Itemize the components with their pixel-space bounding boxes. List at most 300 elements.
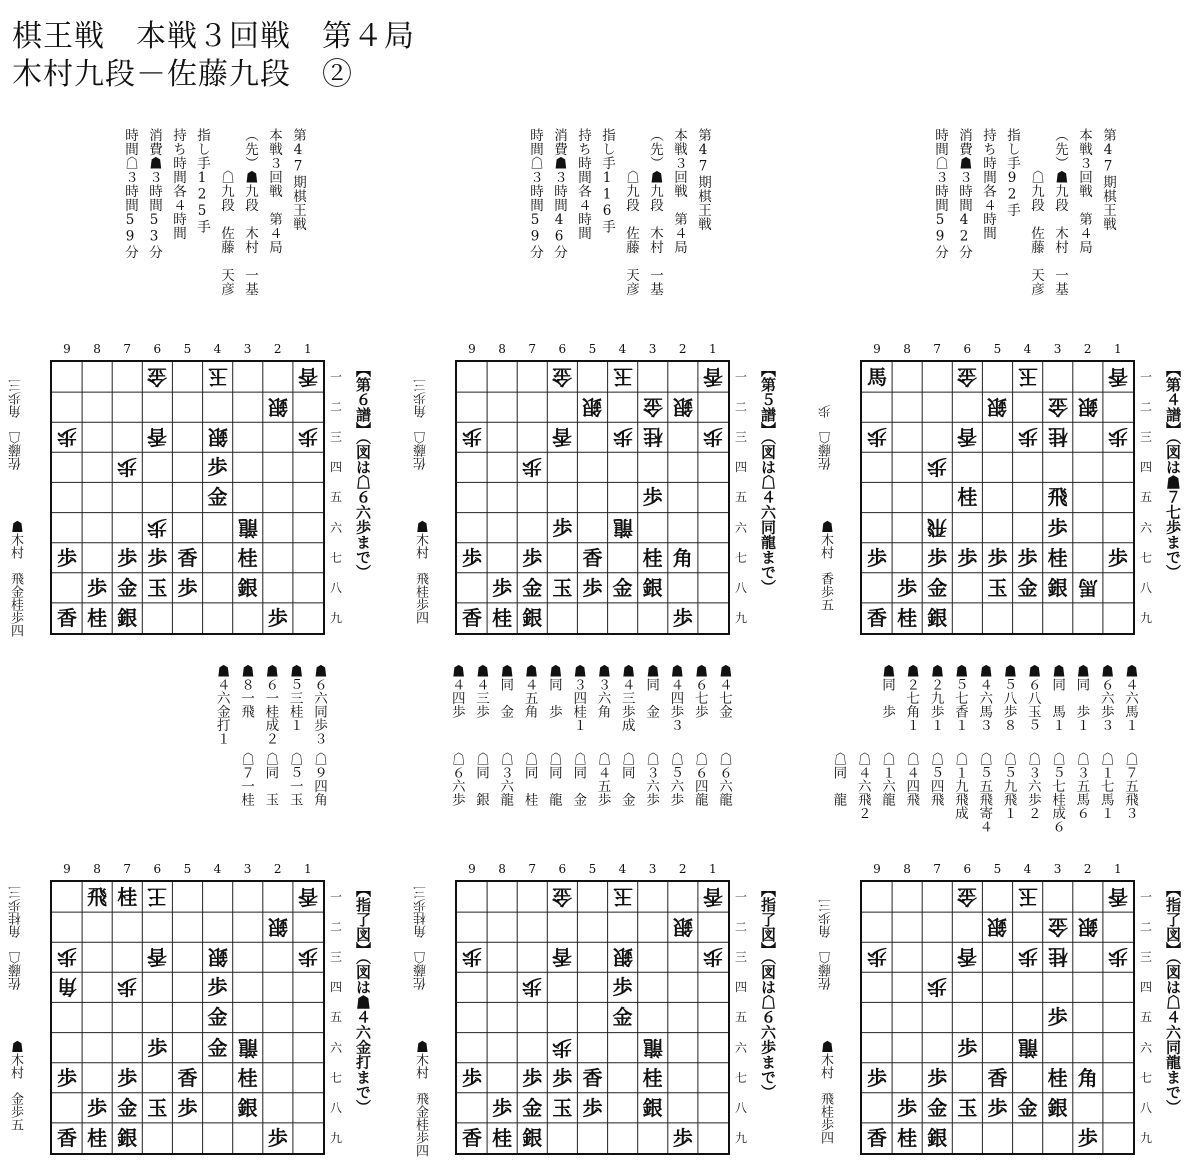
move-gote: ☖同 銀 [473, 752, 489, 806]
sente-piece: 香 [867, 1125, 887, 1150]
sente-piece: 金 [1017, 1095, 1038, 1120]
sente-piece: 歩 [147, 1035, 168, 1060]
shogi-board [860, 880, 1135, 1155]
sente-piece: 香 [177, 1065, 198, 1090]
file-number: 7 [528, 862, 536, 876]
sente-piece: 歩 [267, 605, 288, 630]
gote-piece: 歩 [462, 425, 482, 450]
gote-piece: 歩 [117, 975, 138, 1000]
rank-number: 三 [1139, 950, 1152, 965]
gote-piece: 香 [957, 945, 978, 970]
rank-number: 三 [1139, 430, 1152, 445]
sente-piece: 歩 [897, 575, 918, 600]
rank-number: 九 [734, 1130, 747, 1145]
gote-piece: 金 [642, 395, 663, 420]
header-title-line2: 木村九段－佐藤九段 ② [12, 57, 353, 92]
file-number: 2 [678, 342, 687, 356]
sente-piece: 歩 [462, 1065, 482, 1090]
sente-piece: 歩 [57, 1065, 77, 1090]
sente-piece: 金 [1017, 575, 1038, 600]
sente-piece: 金 [927, 575, 948, 600]
file-number: 6 [153, 862, 162, 876]
rank-number: 一 [1139, 370, 1152, 384]
info-column: ☖九段 佐藤 天彦 [218, 128, 234, 296]
sente-piece: 歩 [522, 1065, 543, 1090]
gote-piece: 歩 [57, 945, 77, 970]
move-sente: ☗同 歩 [545, 664, 562, 718]
rank-number: 二 [1139, 400, 1152, 415]
gote-piece: 銀 [987, 395, 1008, 420]
file-number: 6 [558, 342, 567, 356]
gote-piece: 金 [957, 885, 978, 909]
file-number: 1 [1113, 862, 1122, 876]
move-gote: ☖６六龍 [716, 752, 732, 806]
rank-number: 五 [734, 1010, 747, 1025]
move-gote: ☖５六歩 [667, 752, 684, 806]
sente-piece: 桂 [642, 1065, 663, 1090]
rank-number: 二 [329, 400, 342, 415]
rank-number: 八 [329, 1100, 342, 1115]
gote-piece: 玉 [612, 365, 633, 389]
sente-piece: 歩 [552, 1065, 573, 1090]
file-number: 4 [618, 862, 627, 876]
gote-piece: 銀 [582, 395, 603, 420]
gote-piece: 歩 [297, 425, 318, 450]
move-gote: ☖同 桂 [521, 752, 538, 806]
file-number: 6 [558, 862, 567, 876]
gote-piece: 銀 [672, 395, 693, 420]
move-gote: ☖３六歩２ [1024, 752, 1041, 820]
move-sente: ☗６一桂成２ [262, 664, 279, 745]
sente-piece: 歩 [177, 1095, 198, 1120]
move-sente: ☗６七歩 [691, 664, 708, 718]
sente-piece: 歩 [612, 975, 633, 1000]
gote-piece: 銀 [267, 395, 288, 420]
shogi-board [455, 880, 730, 1155]
gote-piece: 歩 [552, 1035, 573, 1060]
gote-piece: 龍 [237, 1035, 258, 1060]
gote-piece: 銀 [987, 915, 1008, 940]
sente-piece: 歩 [492, 1095, 513, 1120]
sente-piece: 歩 [87, 1095, 108, 1120]
file-number: 6 [963, 862, 972, 876]
info-column: 本戦３回戦 第４局 [1076, 128, 1092, 254]
sente-piece: 歩 [1047, 1005, 1068, 1030]
gote-piece: 銀 [207, 945, 228, 970]
move-gote: ☖同 金 [618, 752, 635, 806]
move-gote: ☖４五歩 [594, 752, 611, 806]
rank-number: 六 [329, 520, 342, 535]
file-number: 4 [1023, 342, 1032, 356]
move-sente: ☗５七香１ [951, 664, 968, 732]
gote-piece: 角 [57, 975, 77, 1000]
gote-piece: 金 [147, 365, 168, 389]
gote-piece: 桂 [1047, 945, 1068, 970]
sente-piece: 歩 [1107, 545, 1128, 570]
sente-piece: 桂 [897, 605, 918, 630]
sente-piece: 馬 [867, 365, 887, 389]
file-number: 9 [468, 862, 476, 876]
move-sente: ☗８一飛 [238, 664, 255, 718]
rank-number: 八 [1139, 1100, 1152, 1115]
file-number: 9 [873, 862, 881, 876]
gote-piece: 歩 [1017, 945, 1038, 970]
gote-piece: 歩 [612, 425, 633, 450]
diagram-title: 【第５譜】（図は☖４六同龍まで） [759, 362, 777, 595]
rank-number: 六 [1139, 520, 1152, 535]
file-number: 8 [498, 862, 506, 876]
file-number: 1 [708, 342, 717, 356]
gote-piece: 歩 [522, 455, 543, 480]
sente-piece: 歩 [522, 545, 543, 570]
header-title-line1: 棋王戦 本戦３回戦 第４局 [12, 19, 415, 54]
gote-piece: 歩 [117, 455, 138, 480]
move-sente: ☗同 歩１ [1073, 664, 1090, 732]
sente-piece: 玉 [987, 575, 1008, 600]
file-number: 3 [243, 342, 252, 356]
rank-number: 一 [734, 370, 747, 384]
move-gote: ☖７一桂 [238, 752, 255, 806]
sente-piece: 香 [867, 605, 887, 630]
file-number: 8 [903, 862, 911, 876]
gote-piece: 香 [1107, 885, 1128, 909]
rank-number: 三 [329, 430, 342, 445]
rank-number: 五 [329, 1010, 342, 1025]
gote-piece: 香 [1107, 365, 1128, 389]
rank-number: 一 [1139, 890, 1152, 904]
move-sente: ☗同 歩 [879, 664, 895, 718]
sente-piece: 角 [1077, 1065, 1098, 1090]
file-number: 6 [963, 342, 972, 356]
rank-number: 六 [734, 520, 747, 535]
rank-number: 四 [329, 980, 342, 995]
diagram-title: 【第６譜】（図は☖６六歩まで） [354, 362, 372, 580]
move-gote: ☖５五飛寄４ [976, 752, 993, 833]
rank-number: 五 [329, 490, 342, 505]
move-gote: ☖５七桂成６ [1049, 752, 1066, 833]
sente-hand: ☗木村 金歩五 [8, 1040, 23, 1131]
sente-piece: 桂 [1047, 1065, 1068, 1090]
info-column: （先）☗九段 木村 一基 [647, 128, 663, 296]
rank-number: 七 [1139, 1070, 1152, 1085]
gote-piece: 歩 [1107, 945, 1128, 970]
file-number: 2 [678, 862, 687, 876]
rank-number: 七 [329, 1070, 342, 1085]
move-sente: ☗２九歩１ [927, 664, 944, 732]
file-number: 7 [933, 342, 941, 356]
move-gote: ☖６四龍 [691, 752, 708, 806]
gote-piece: 玉 [1017, 365, 1038, 389]
sente-piece: 桂 [642, 545, 663, 570]
sente-piece: 歩 [462, 545, 482, 570]
sente-piece: 歩 [147, 545, 168, 570]
info-column: 第47期棋王戦 [695, 128, 711, 231]
move-gote: ☖同 金 [570, 752, 587, 806]
diagram-title: 【指了図】（図は☖６六歩まで） [759, 882, 777, 1100]
info-column: （先）☗九段 木村 一基 [242, 128, 258, 296]
move-sente: ☗４七金 [716, 664, 732, 718]
info-column: 第47期棋王戦 [290, 128, 306, 231]
file-number: 5 [588, 862, 597, 876]
sente-piece: 金 [927, 1095, 948, 1120]
gote-hand: 佐藤☖ 角歩三 [819, 899, 834, 990]
sente-piece: 歩 [957, 545, 978, 570]
rank-number: 一 [329, 890, 342, 904]
sente-piece: 金 [117, 1095, 138, 1120]
move-gote: ☖５四飛 [927, 752, 944, 806]
gote-piece: 歩 [147, 515, 168, 540]
gote-piece: 銀 [1077, 395, 1098, 420]
sente-piece: 銀 [117, 605, 138, 630]
file-number: 4 [1023, 862, 1032, 876]
sente-piece: 歩 [267, 1125, 288, 1150]
move-sente: ☗４六馬１ [1122, 664, 1138, 732]
sente-piece: 桂 [492, 1125, 513, 1150]
sente-piece: 角 [672, 545, 693, 570]
move-gote: ☖同 龍 [545, 752, 562, 806]
move-gote: ☖９四角 [311, 752, 327, 806]
rank-number: 八 [329, 580, 342, 595]
move-gote: ☖同 玉 [262, 752, 279, 806]
sente-piece: 桂 [897, 1125, 918, 1150]
gote-piece: 歩 [867, 945, 887, 970]
sente-piece: 銀 [927, 1125, 948, 1150]
file-number: 9 [468, 342, 476, 356]
sente-piece: 玉 [957, 1095, 978, 1120]
rank-number: 二 [734, 400, 747, 415]
sente-piece: 玉 [552, 575, 573, 600]
sente-piece: 歩 [207, 975, 228, 1000]
shogi-board [455, 360, 730, 635]
gote-piece: 飛 [927, 515, 948, 540]
gote-piece: 桂 [642, 425, 663, 450]
gote-piece: 銀 [207, 425, 228, 450]
gote-piece: 香 [552, 425, 573, 450]
file-number: 5 [183, 342, 192, 356]
sente-piece: 歩 [1077, 1125, 1098, 1150]
rank-number: 五 [734, 490, 747, 505]
gote-piece: 銀 [267, 915, 288, 940]
diagram-title: 【指了図】（図は☖４六同龍まで） [1164, 882, 1182, 1115]
file-number: 8 [93, 342, 101, 356]
rank-number: 二 [329, 920, 342, 935]
sente-piece: 桂 [237, 1065, 258, 1090]
move-sente: ☗４六金打１ [213, 664, 230, 745]
move-sente: ☗６六同歩３ [311, 664, 327, 745]
sente-piece: 香 [57, 1125, 77, 1150]
sente-piece: 香 [57, 605, 77, 630]
rank-number: 九 [329, 1130, 342, 1145]
sente-piece: 香 [987, 1065, 1008, 1090]
move-gote: ☖３六歩 [643, 752, 660, 806]
sente-piece: 歩 [642, 485, 663, 510]
info-column: 持ち時間各４時間 [575, 128, 591, 240]
gote-piece: 金 [1047, 395, 1068, 420]
move-sente: ☗５八歩８ [1000, 664, 1017, 732]
sente-piece: 金 [612, 575, 633, 600]
file-number: 3 [1053, 342, 1062, 356]
sente-piece: 銀 [1047, 575, 1068, 600]
file-number: 7 [933, 862, 941, 876]
rank-number: 七 [734, 550, 747, 565]
sente-piece: 飛 [87, 885, 108, 909]
rank-number: 七 [734, 1070, 747, 1085]
file-number: 9 [873, 342, 881, 356]
info-column: 消費☗３時間53分 [146, 128, 162, 259]
rank-number: 八 [1139, 580, 1152, 595]
sente-piece: 金 [522, 1095, 543, 1120]
move-sente: ☗３四桂１ [570, 664, 587, 732]
gote-piece: 玉 [612, 885, 633, 909]
shogi-board [860, 360, 1135, 635]
sente-piece: 歩 [57, 545, 77, 570]
sente-piece: 銀 [642, 1095, 663, 1120]
move-sente: ☗３六角 [594, 664, 611, 718]
sente-piece: 銀 [522, 605, 543, 630]
sente-piece: 歩 [867, 1065, 887, 1090]
sente-piece: 飛 [1047, 485, 1068, 510]
sente-hand: ☗木村 飛金桂歩四 [413, 1040, 428, 1157]
gote-piece: 玉 [207, 365, 228, 389]
sente-piece: 銀 [1047, 1095, 1068, 1120]
sente-piece: 歩 [117, 545, 138, 570]
sente-piece: 歩 [582, 575, 603, 600]
sente-piece: 金 [207, 1005, 228, 1030]
move-sente: ☗４三歩成 [618, 664, 635, 732]
move-sente: ☗２七角１ [903, 664, 920, 732]
shogi-board [50, 360, 325, 635]
sente-piece: 銀 [237, 1095, 258, 1120]
gote-piece: 金 [1047, 915, 1068, 940]
sente-piece: 香 [462, 1125, 482, 1150]
info-column: 第47期棋王戦 [1100, 128, 1116, 231]
move-sente: ☗５三桂１ [286, 664, 303, 732]
sente-piece: 桂 [957, 485, 978, 510]
file-number: 9 [63, 862, 71, 876]
rank-number: 九 [1139, 610, 1152, 625]
gote-piece: 香 [702, 885, 723, 909]
gote-piece: 金 [552, 365, 573, 389]
file-number: 2 [273, 862, 282, 876]
sente-hand: ☗木村 香歩五 [818, 520, 833, 611]
info-column: 持ち時間各４時間 [980, 128, 996, 240]
gote-piece: 龍 [642, 1035, 663, 1060]
rank-number: 六 [329, 1040, 342, 1055]
sente-piece: 桂 [87, 605, 108, 630]
gote-piece: 歩 [1107, 425, 1128, 450]
sente-piece: 歩 [207, 455, 228, 480]
gote-hand: 佐藤☖ 角桂歩三 [414, 886, 429, 990]
file-number: 7 [123, 342, 131, 356]
move-sente: ☗４五角 [521, 664, 538, 718]
gote-piece: 歩 [297, 945, 318, 970]
gote-piece: 歩 [1017, 425, 1038, 450]
gote-piece: 歩 [57, 425, 77, 450]
sente-piece: 金 [522, 575, 543, 600]
info-column: 時間☖３時間59分 [932, 128, 948, 259]
gote-piece: 歩 [462, 945, 482, 970]
file-number: 7 [528, 342, 536, 356]
sente-piece: 歩 [987, 1095, 1008, 1120]
sente-piece: 歩 [87, 575, 108, 600]
sente-piece: 銀 [522, 1125, 543, 1150]
sente-piece: 桂 [117, 885, 138, 909]
file-number: 7 [123, 862, 131, 876]
info-column: （先）☗九段 木村 一基 [1052, 128, 1068, 296]
gote-piece: 香 [297, 365, 318, 389]
gote-piece: 歩 [522, 975, 543, 1000]
move-gote: ☖１九飛成 [951, 752, 968, 820]
info-column: 本戦３回戦 第４局 [266, 128, 282, 254]
sente-piece: 歩 [492, 575, 513, 600]
info-column: ☖九段 佐藤 天彦 [623, 128, 639, 296]
gote-piece: 玉 [1017, 885, 1038, 909]
gote-piece: 歩 [867, 425, 887, 450]
move-sente: ☗同 金 [643, 664, 660, 718]
sente-piece: 桂 [87, 1125, 108, 1150]
info-column: 指し手92手 [1004, 128, 1020, 217]
rank-number: 九 [734, 610, 747, 625]
file-number: 5 [993, 862, 1002, 876]
rank-number: 二 [734, 920, 747, 935]
info-column: ☖九段 佐藤 天彦 [1028, 128, 1044, 296]
file-number: 1 [303, 862, 312, 876]
rank-number: 八 [734, 580, 747, 595]
rank-number: 四 [734, 460, 747, 475]
file-number: 3 [1053, 862, 1062, 876]
gote-piece: 香 [147, 425, 168, 450]
rank-number: 四 [734, 980, 747, 995]
sente-piece: 歩 [672, 605, 693, 630]
sente-hand: ☗木村 飛金桂歩四 [8, 520, 23, 637]
rank-number: 八 [734, 1100, 747, 1115]
sente-piece: 玉 [147, 1095, 168, 1120]
sente-piece: 歩 [1017, 545, 1038, 570]
sente-piece: 香 [177, 545, 198, 570]
sente-piece: 玉 [552, 1095, 573, 1120]
info-column: 時間☖３時間59分 [527, 128, 543, 259]
file-number: 3 [243, 862, 252, 876]
gote-piece: 歩 [927, 975, 948, 1000]
sente-piece: 香 [582, 1065, 603, 1090]
sente-piece: 歩 [927, 545, 948, 570]
file-number: 4 [213, 342, 222, 356]
rank-number: 四 [1139, 980, 1152, 995]
sente-piece: 歩 [957, 1035, 978, 1060]
gote-piece: 歩 [927, 455, 948, 480]
info-column: 持ち時間各４時間 [170, 128, 186, 240]
move-gote: ☖６六歩 [448, 752, 465, 806]
gote-piece: 桂 [1047, 425, 1068, 450]
gote-piece: 香 [957, 425, 978, 450]
rank-number: 四 [329, 460, 342, 475]
gote-piece: 馬 [1077, 575, 1098, 600]
rank-number: 一 [329, 370, 342, 384]
sente-piece: 玉 [147, 575, 168, 600]
move-gote: ☖７五飛３ [1122, 752, 1138, 820]
sente-piece: 金 [117, 575, 138, 600]
gote-hand: 佐藤☖ 歩 [819, 405, 834, 470]
rank-number: 五 [1139, 1010, 1152, 1025]
sente-piece: 歩 [117, 1065, 138, 1090]
rank-number: 三 [329, 950, 342, 965]
gote-piece: 王 [147, 885, 168, 909]
move-sente: ☗４四歩 [448, 664, 465, 718]
rank-number: 九 [1139, 1130, 1152, 1145]
sente-piece: 金 [207, 1035, 228, 1060]
file-number: 5 [588, 342, 597, 356]
file-number: 9 [63, 342, 71, 356]
